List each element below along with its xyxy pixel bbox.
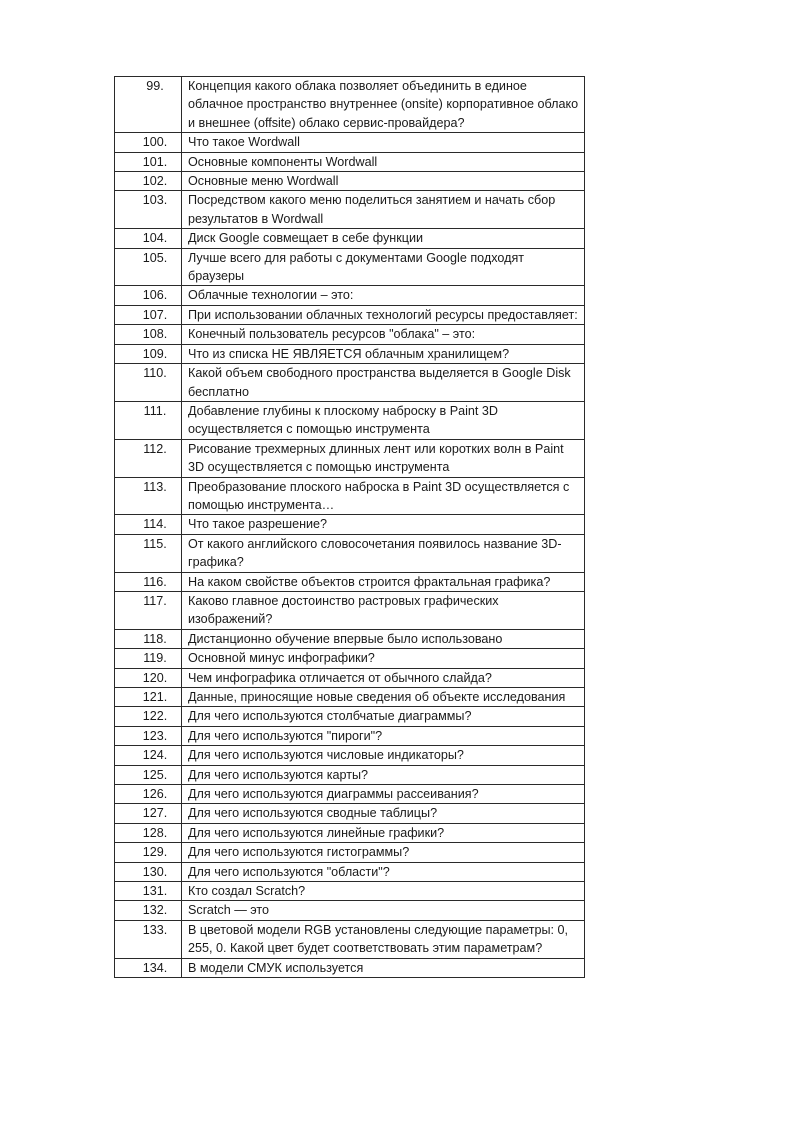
question-number: 113.: [115, 477, 182, 515]
question-number: 129.: [115, 843, 182, 862]
question-number: 110.: [115, 364, 182, 402]
questions-table: [114, 76, 585, 978]
question-number: 109.: [115, 344, 182, 363]
table-row: [115, 477, 585, 515]
question-number: 99.: [115, 77, 182, 133]
table-row: [115, 152, 585, 171]
question-number: 123.: [115, 726, 182, 745]
table-row: [115, 843, 585, 862]
question-number: 122.: [115, 707, 182, 726]
table-row: [115, 591, 585, 629]
question-text: В цветовой модели RGB установлены следующие параметры: 0, 255, 0. Какой цвет будет соответствовать этим параметрам?: [182, 920, 585, 958]
question-text: Для чего используются сводные таблицы?: [182, 804, 585, 823]
table-row: [115, 515, 585, 534]
table-row: [115, 191, 585, 229]
table-row: [115, 229, 585, 248]
question-text: Для чего используются диаграммы рассеивания?: [182, 785, 585, 804]
question-number: 108.: [115, 325, 182, 344]
question-text: Лучше всего для работы с документами Google подходят браузеры: [182, 248, 585, 286]
table-row: [115, 401, 585, 439]
question-text: Для чего используются гистограммы?: [182, 843, 585, 862]
question-number: 133.: [115, 920, 182, 958]
question-number: 107.: [115, 305, 182, 324]
table-row: [115, 823, 585, 842]
table-row: [115, 305, 585, 324]
table-row: [115, 746, 585, 765]
table-row: [115, 534, 585, 572]
question-text: Для чего используются линейные графики?: [182, 823, 585, 842]
question-number: 100.: [115, 133, 182, 152]
question-text: Scratch — это: [182, 901, 585, 920]
question-text: Рисование трехмерных длинных лент или коротких волн в Paint 3D осуществляется с помощью инструмента: [182, 439, 585, 477]
question-number: 124.: [115, 746, 182, 765]
question-number: 114.: [115, 515, 182, 534]
question-number: 120.: [115, 668, 182, 687]
table-row: [115, 707, 585, 726]
question-number: 117.: [115, 591, 182, 629]
question-number: 111.: [115, 401, 182, 439]
table-row: [115, 344, 585, 363]
question-text: Что такое разрешение?: [182, 515, 585, 534]
question-text: Основной минус инфографики?: [182, 649, 585, 668]
question-number: 126.: [115, 785, 182, 804]
question-number: 125.: [115, 765, 182, 784]
question-number: 119.: [115, 649, 182, 668]
question-text: Для чего используются "пироги"?: [182, 726, 585, 745]
question-number: 116.: [115, 572, 182, 591]
question-text: В модели СМУК используется: [182, 958, 585, 977]
table-row: [115, 286, 585, 305]
table-row: [115, 439, 585, 477]
table-row: [115, 920, 585, 958]
question-number: 128.: [115, 823, 182, 842]
question-text: Концепция какого облака позволяет объединить в единое облачное пространство внутреннее (onsite) корпоративное облако и внешнее (offsite) облако сервис-провайдера?: [182, 77, 585, 133]
question-number: 115.: [115, 534, 182, 572]
table-row: [115, 785, 585, 804]
question-number: 131.: [115, 882, 182, 901]
question-text: Основные компоненты Wordwall: [182, 152, 585, 171]
table-row: [115, 364, 585, 402]
question-text: Основные меню Wordwall: [182, 172, 585, 191]
question-text: Диск Google совмещает в себе функции: [182, 229, 585, 248]
question-text: Посредством какого меню поделиться занятием и начать сбор результатов в Wordwall: [182, 191, 585, 229]
question-number: 105.: [115, 248, 182, 286]
table-row: [115, 901, 585, 920]
question-text: На каком свойстве объектов строится фрактальная графика?: [182, 572, 585, 591]
table-row: [115, 882, 585, 901]
table-row: [115, 172, 585, 191]
table-row: [115, 668, 585, 687]
question-text: Преобразование плоского наброска в Paint 3D осуществляется с помощью инструмента…: [182, 477, 585, 515]
question-number: 118.: [115, 629, 182, 648]
question-number: 130.: [115, 862, 182, 881]
question-number: 102.: [115, 172, 182, 191]
question-number: 112.: [115, 439, 182, 477]
table-row: [115, 77, 585, 133]
question-text: Для чего используются "области"?: [182, 862, 585, 881]
table-row: [115, 649, 585, 668]
question-text: Что такое Wordwall: [182, 133, 585, 152]
table-row: [115, 133, 585, 152]
question-text: Дистанционно обучение впервые было использовано: [182, 629, 585, 648]
question-text: Кто создал Scratch?: [182, 882, 585, 901]
question-number: 134.: [115, 958, 182, 977]
question-text: Для чего используются столбчатые диаграммы?: [182, 707, 585, 726]
table-row: [115, 325, 585, 344]
table-row: [115, 248, 585, 286]
question-number: 104.: [115, 229, 182, 248]
question-number: 103.: [115, 191, 182, 229]
question-number: 132.: [115, 901, 182, 920]
question-text: Каково главное достоинство растровых графических изображений?: [182, 591, 585, 629]
question-text: Для чего используются числовые индикаторы?: [182, 746, 585, 765]
question-number: 101.: [115, 152, 182, 171]
question-text: Для чего используются карты?: [182, 765, 585, 784]
question-number: 127.: [115, 804, 182, 823]
table-row: [115, 629, 585, 648]
question-number: 106.: [115, 286, 182, 305]
table-row: [115, 804, 585, 823]
question-text: Данные, приносящие новые сведения об объекте исследования: [182, 688, 585, 707]
table-row: [115, 765, 585, 784]
question-text: От какого английского словосочетания появилось название 3D-графика?: [182, 534, 585, 572]
question-text: При использовании облачных технологий ресурсы предоставляет:: [182, 305, 585, 324]
question-text: Конечный пользователь ресурсов "облака" – это:: [182, 325, 585, 344]
table-row: [115, 688, 585, 707]
table-row: [115, 572, 585, 591]
question-text: Какой объем свободного пространства выделяется в Google Disk бесплатно: [182, 364, 585, 402]
question-text: Что из списка НЕ ЯВЛЯЕТСЯ облачным хранилищем?: [182, 344, 585, 363]
table-row: [115, 862, 585, 881]
question-text: Добавление глубины к плоскому наброску в Paint 3D осуществляется с помощью инструмента: [182, 401, 585, 439]
question-text: Облачные технологии – это:: [182, 286, 585, 305]
question-text: Чем инфографика отличается от обычного слайда?: [182, 668, 585, 687]
table-row: [115, 726, 585, 745]
table-row: [115, 958, 585, 977]
question-number: 121.: [115, 688, 182, 707]
